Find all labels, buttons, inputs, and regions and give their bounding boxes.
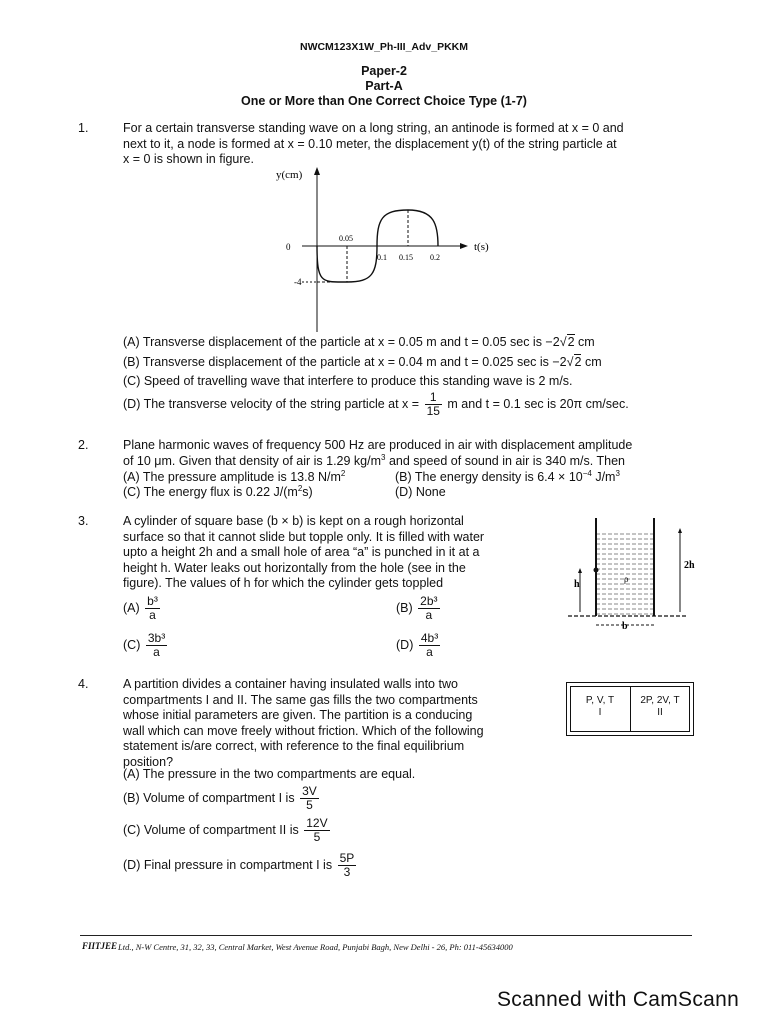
question-2-option-b: (B) The energy density is $6.4 \times 10^{-4}$ $J/m^3$	[395, 468, 620, 484]
footer-divider	[80, 935, 692, 936]
question-type-heading: One or More than One Correct Choice Type (1-7)	[241, 94, 527, 108]
document-code: NWCM123X1W_Ph-III_Adv_PKKM	[299, 41, 469, 53]
scanner-watermark: Scanned with CamScann	[497, 988, 740, 1011]
question-1-graph	[262, 164, 512, 339]
question-4-option-b: (B) Volume of compartment I is $\frac{3V}{5}$	[123, 784, 317, 812]
question-3-number: 3.	[78, 514, 89, 528]
hole-marker	[594, 568, 599, 573]
question-1-option-d: (D) The transverse velocity of the string particle at x = $\frac{1}{15}$ m and t = 0.1 sec is 20π cm/sec.	[123, 390, 629, 418]
graph-origin-label: 0	[286, 242, 291, 252]
question-4-container-figure	[566, 682, 694, 736]
graph-neg-label: -4	[294, 277, 302, 287]
question-1-option-c: (C) Speed of travelling wave that interfere to produce this standing wave is 2 m/s.	[123, 374, 573, 388]
question-3-option-c: (C) $\frac{\text{3b³}}{a}$	[123, 631, 166, 659]
graph-tick-0.05: 0.05	[339, 234, 353, 243]
question-4-option-a: (A) The pressure in the two compartments are equal.	[123, 767, 416, 781]
question-3-text: A cylinder of square base (b × b) is kept on a rough horizontal surface so that it cannot slide but topple only. It is filled with water upto a height 2h and a small hole of area “a” is punched in it at a height h. Water leaks out horizontally from the hole (see in the figure). The values of h for which the cylinder gets toppled	[123, 514, 485, 590]
question-3-option-a: (A) $\frac{\text{b³}}{a}$	[123, 594, 158, 622]
question-4-text: A partition divides a container having insulated walls into two compartments I and II. The same gas fills the two compartments whose initial parameters are given. The partition is a conducing wall which can move freely without friction. Which of the following statement is/are correct, with reference to the final equilibrium position?	[123, 677, 484, 769]
question-1-option-b: (B) Transverse displacement of the particle at x = 0.04 m and t = 0.025 sec is −2√2 cm	[123, 355, 602, 369]
graph-y-arrow	[314, 167, 320, 175]
paper-title: Paper-2	[361, 64, 407, 78]
question-1-option-d-fraction: $\frac{1}{15}$	[426, 390, 440, 418]
graph-tick-0.15: 0.15	[399, 253, 413, 262]
question-3-option-b: (B) $\frac{\text{2b³}}{a}$	[396, 594, 438, 622]
question-3-cylinder-figure	[560, 512, 710, 637]
water-fill	[597, 530, 653, 616]
question-1-text: For a certain transverse standing wave on a long string, an antinode is formed at x = 0 and next to it, a node is formed at x = 0.10 meter, the displacement y(t) of the string particle at x = 0 is shown in figure.	[123, 121, 624, 166]
question-4-option-c: (C) Volume of compartment II is $\frac{12V}{5}$	[123, 816, 328, 844]
compartment-1: P, V, T I	[585, 695, 615, 718]
question-2-option-d: (D) None	[395, 485, 446, 499]
graph-x-label: t(s)	[474, 241, 489, 253]
footer-address: Ltd., N-W Centre, 31, 32, 33, Central Market, West Avenue Road, Punjabi Bagh, New Delhi - 26, Ph: 011-45634000	[118, 942, 513, 952]
h-arrow	[578, 568, 582, 573]
question-1-option-a: (A) Transverse displacement of the particle at x = 0.05 m and t = 0.05 sec is −2√2 cm	[123, 335, 595, 349]
question-2-option-c: (C) The energy flux is 0.22 $J/(m^2s)$	[123, 483, 313, 499]
question-4-option-d: (D) Final pressure in compartment I is $\frac{5P}{3}$	[123, 851, 355, 879]
rho-label: ρ	[624, 574, 629, 584]
h-label: h	[574, 579, 580, 590]
question-4-number: 4.	[78, 677, 89, 691]
question-1-number: 1.	[78, 121, 89, 135]
question-2-text: Plane harmonic waves of frequency 500 Hz are produced in air with displacement amplitude of 10 μm. Given that density of air is 1.29 $kg/m^3$ and speed of sound in air is 340 m/s. Then	[123, 438, 633, 468]
question-3-option-d: (D) $\frac{\text{4b³}}{a}$	[396, 631, 439, 659]
2h-arrow	[678, 528, 682, 533]
graph-x-arrow	[460, 243, 468, 249]
graph-tick-0.1: 0.1	[377, 253, 387, 262]
footer-logo: FIITJEE	[82, 941, 118, 951]
graph-y-label: y(cm)	[276, 169, 303, 181]
2h-label: 2h	[684, 560, 695, 571]
compartment-2: 2P, 2V, T II	[640, 695, 680, 718]
question-2-option-a: (A) The pressure amplitude is 13.8 $N/m^2$	[123, 468, 346, 484]
graph-tick-0.2: 0.2	[430, 253, 440, 262]
b-label: b	[622, 621, 628, 632]
question-2-number: 2.	[78, 438, 89, 452]
part-title: Part-A	[365, 79, 403, 93]
